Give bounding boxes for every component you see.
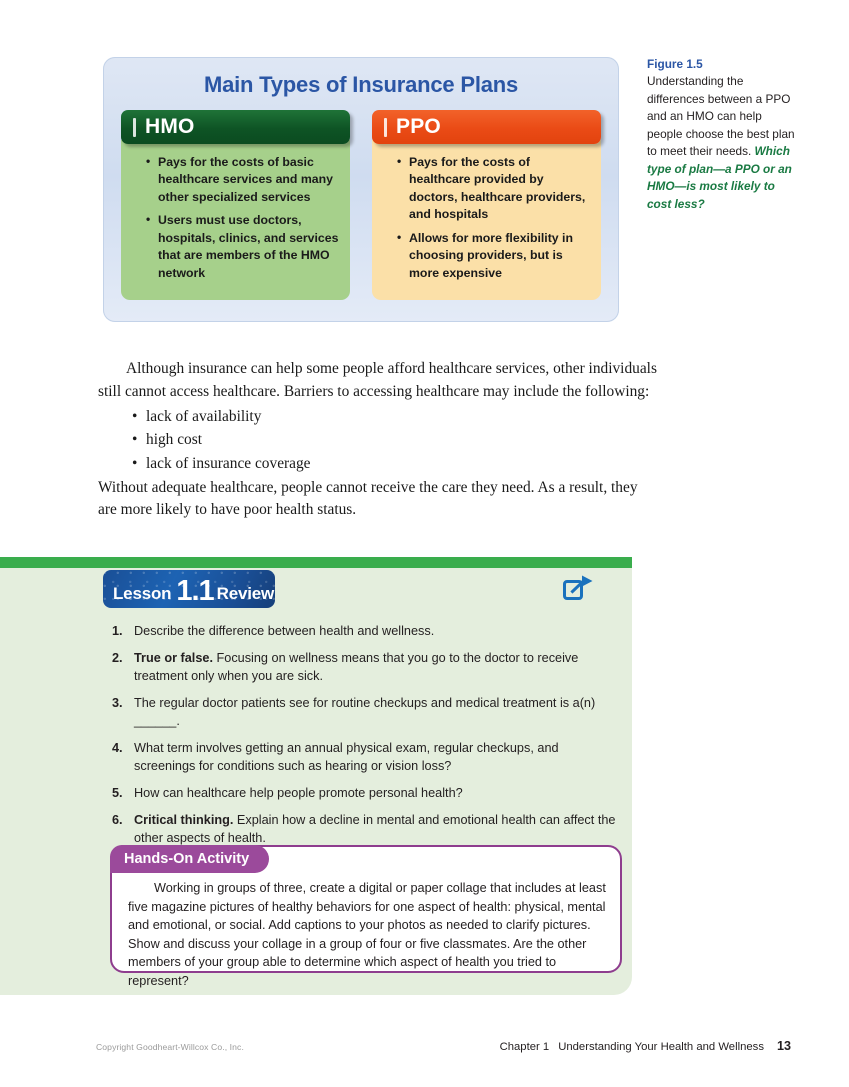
list-item: • lack of insurance coverage <box>146 452 658 475</box>
body-paragraph-2: Without adequate healthcare, people cannot receive the care they need. As a result, they are more likely to have poor health status. <box>98 478 638 519</box>
plan-bullet: • Allows for more flexibility in choosing providers, but is more expensive <box>398 230 591 282</box>
plan-name-ppo: PPO <box>396 115 441 138</box>
footer-chapter-title: Understanding Your Health and Wellness <box>558 1041 764 1053</box>
plan-bullet: • Users must use doctors, hospitals, clinics, and services that are members of the HMO network <box>147 212 340 282</box>
plan-bullet: • Pays for the costs of basic healthcare services and many other specialized services <box>147 154 340 206</box>
plan-column-hmo <box>121 110 350 300</box>
list-item <box>112 694 620 730</box>
figure-title: Main Types of Insurance Plans <box>203 72 519 97</box>
question-text <box>134 811 620 847</box>
footer-chapter-info <box>500 1039 791 1053</box>
list-item <box>112 649 620 685</box>
question-body: How can healthcare help people promote personal health? <box>134 786 463 801</box>
question-number: 2. <box>112 651 123 666</box>
figure-1-5-graphic <box>103 57 619 322</box>
hands-on-activity-text: Working in groups of three, create a digital or paper collage that includes at least five magazine pictures of healthy behaviors for one aspect of health: physical, mental and emotional, or social. Add captions to your photos as needed to clarify pictures. Show and discuss your collage in a group of four or five classmates. Are the other members of your group able to determine which aspect of health you tried to represent? <box>128 881 606 988</box>
footer-page-number: 13 <box>776 1039 791 1053</box>
figure-caption-question: Which type of plan—a PPO or an HMO—is most likely to cost less? <box>647 144 792 211</box>
question-body: The regular doctor patients see for routine checkups and medical treatment is a(n) ______. <box>134 696 596 729</box>
section-accent-bar <box>0 557 632 568</box>
body-paragraph-1: Although insurance can help some people afford healthcare services, other individuals still cannot access healthcare. Barriers to accessing healthcare may include the following: <box>98 360 657 400</box>
list-item <box>112 784 620 802</box>
question-body: What term involves getting an annual physical exam, regular checkups, and screenings for conditions such as hearing or vision loss? <box>134 741 559 774</box>
question-text <box>134 622 620 640</box>
list-item: • high cost <box>146 428 658 451</box>
question-bold-lead: Critical thinking. <box>134 813 234 828</box>
list-item <box>112 739 620 775</box>
lesson-review-badge <box>103 570 275 608</box>
list-item: • lack of availability <box>146 405 658 428</box>
figure-caption-text: Understanding the differences between a PPO and an HMO can help people choose the best plan to meet their needs. <box>647 74 795 159</box>
question-text <box>134 784 620 802</box>
footer-copyright: Copyright Goodheart-Willcox Co., Inc. <box>96 1042 244 1052</box>
question-number: 3. <box>112 696 123 711</box>
badge-lesson-number: 1.1 <box>176 575 214 608</box>
question-body: Explain how a decline in mental and emotional health can affect the other aspects of health. <box>134 813 616 846</box>
plan-bullet: • Pays for the costs of healthcare provided by doctors, healthcare providers, and hospitals <box>398 154 591 224</box>
plan-header-ppo <box>372 110 601 144</box>
badge-label-review: Review <box>216 584 275 603</box>
lesson-review-section <box>0 557 632 995</box>
plan-columns <box>103 98 619 300</box>
share-export-icon[interactable] <box>563 575 593 601</box>
barriers-list <box>98 405 658 474</box>
plan-body-ppo <box>372 140 601 300</box>
plan-bullets-hmo <box>131 154 340 282</box>
figure-caption-label: Figure 1.5 <box>647 57 703 71</box>
question-number: 4. <box>112 741 123 756</box>
question-text <box>134 694 620 730</box>
plan-header-hmo <box>121 110 350 144</box>
list-item <box>112 622 620 640</box>
header-accent-bar-icon <box>384 118 387 137</box>
plan-name-hmo: HMO <box>145 115 195 138</box>
question-body: Focusing on wellness means that you go to the doctor to receive treatment only when you are sick. <box>134 651 579 684</box>
plan-bullets-ppo <box>382 154 591 282</box>
hands-on-activity-box <box>110 845 622 988</box>
list-item <box>112 811 620 847</box>
footer-chapter-label: Chapter 1 <box>499 1041 550 1053</box>
hands-on-activity-title: Hands-On Activity <box>110 845 269 873</box>
question-number: 5. <box>112 786 123 801</box>
question-number: 6. <box>112 813 123 828</box>
review-question-list <box>112 622 620 856</box>
badge-label-lesson: Lesson <box>113 584 172 603</box>
question-bold-lead: True or false. <box>134 651 213 666</box>
header-accent-bar-icon <box>133 118 136 137</box>
plan-body-hmo <box>121 140 350 300</box>
question-text <box>134 739 620 775</box>
figure-caption <box>647 56 797 213</box>
question-number: 1. <box>112 624 123 638</box>
body-text-block <box>98 358 658 522</box>
question-text <box>134 649 620 685</box>
question-body: Describe the difference between health and wellness. <box>134 624 435 638</box>
plan-column-ppo <box>372 110 601 300</box>
